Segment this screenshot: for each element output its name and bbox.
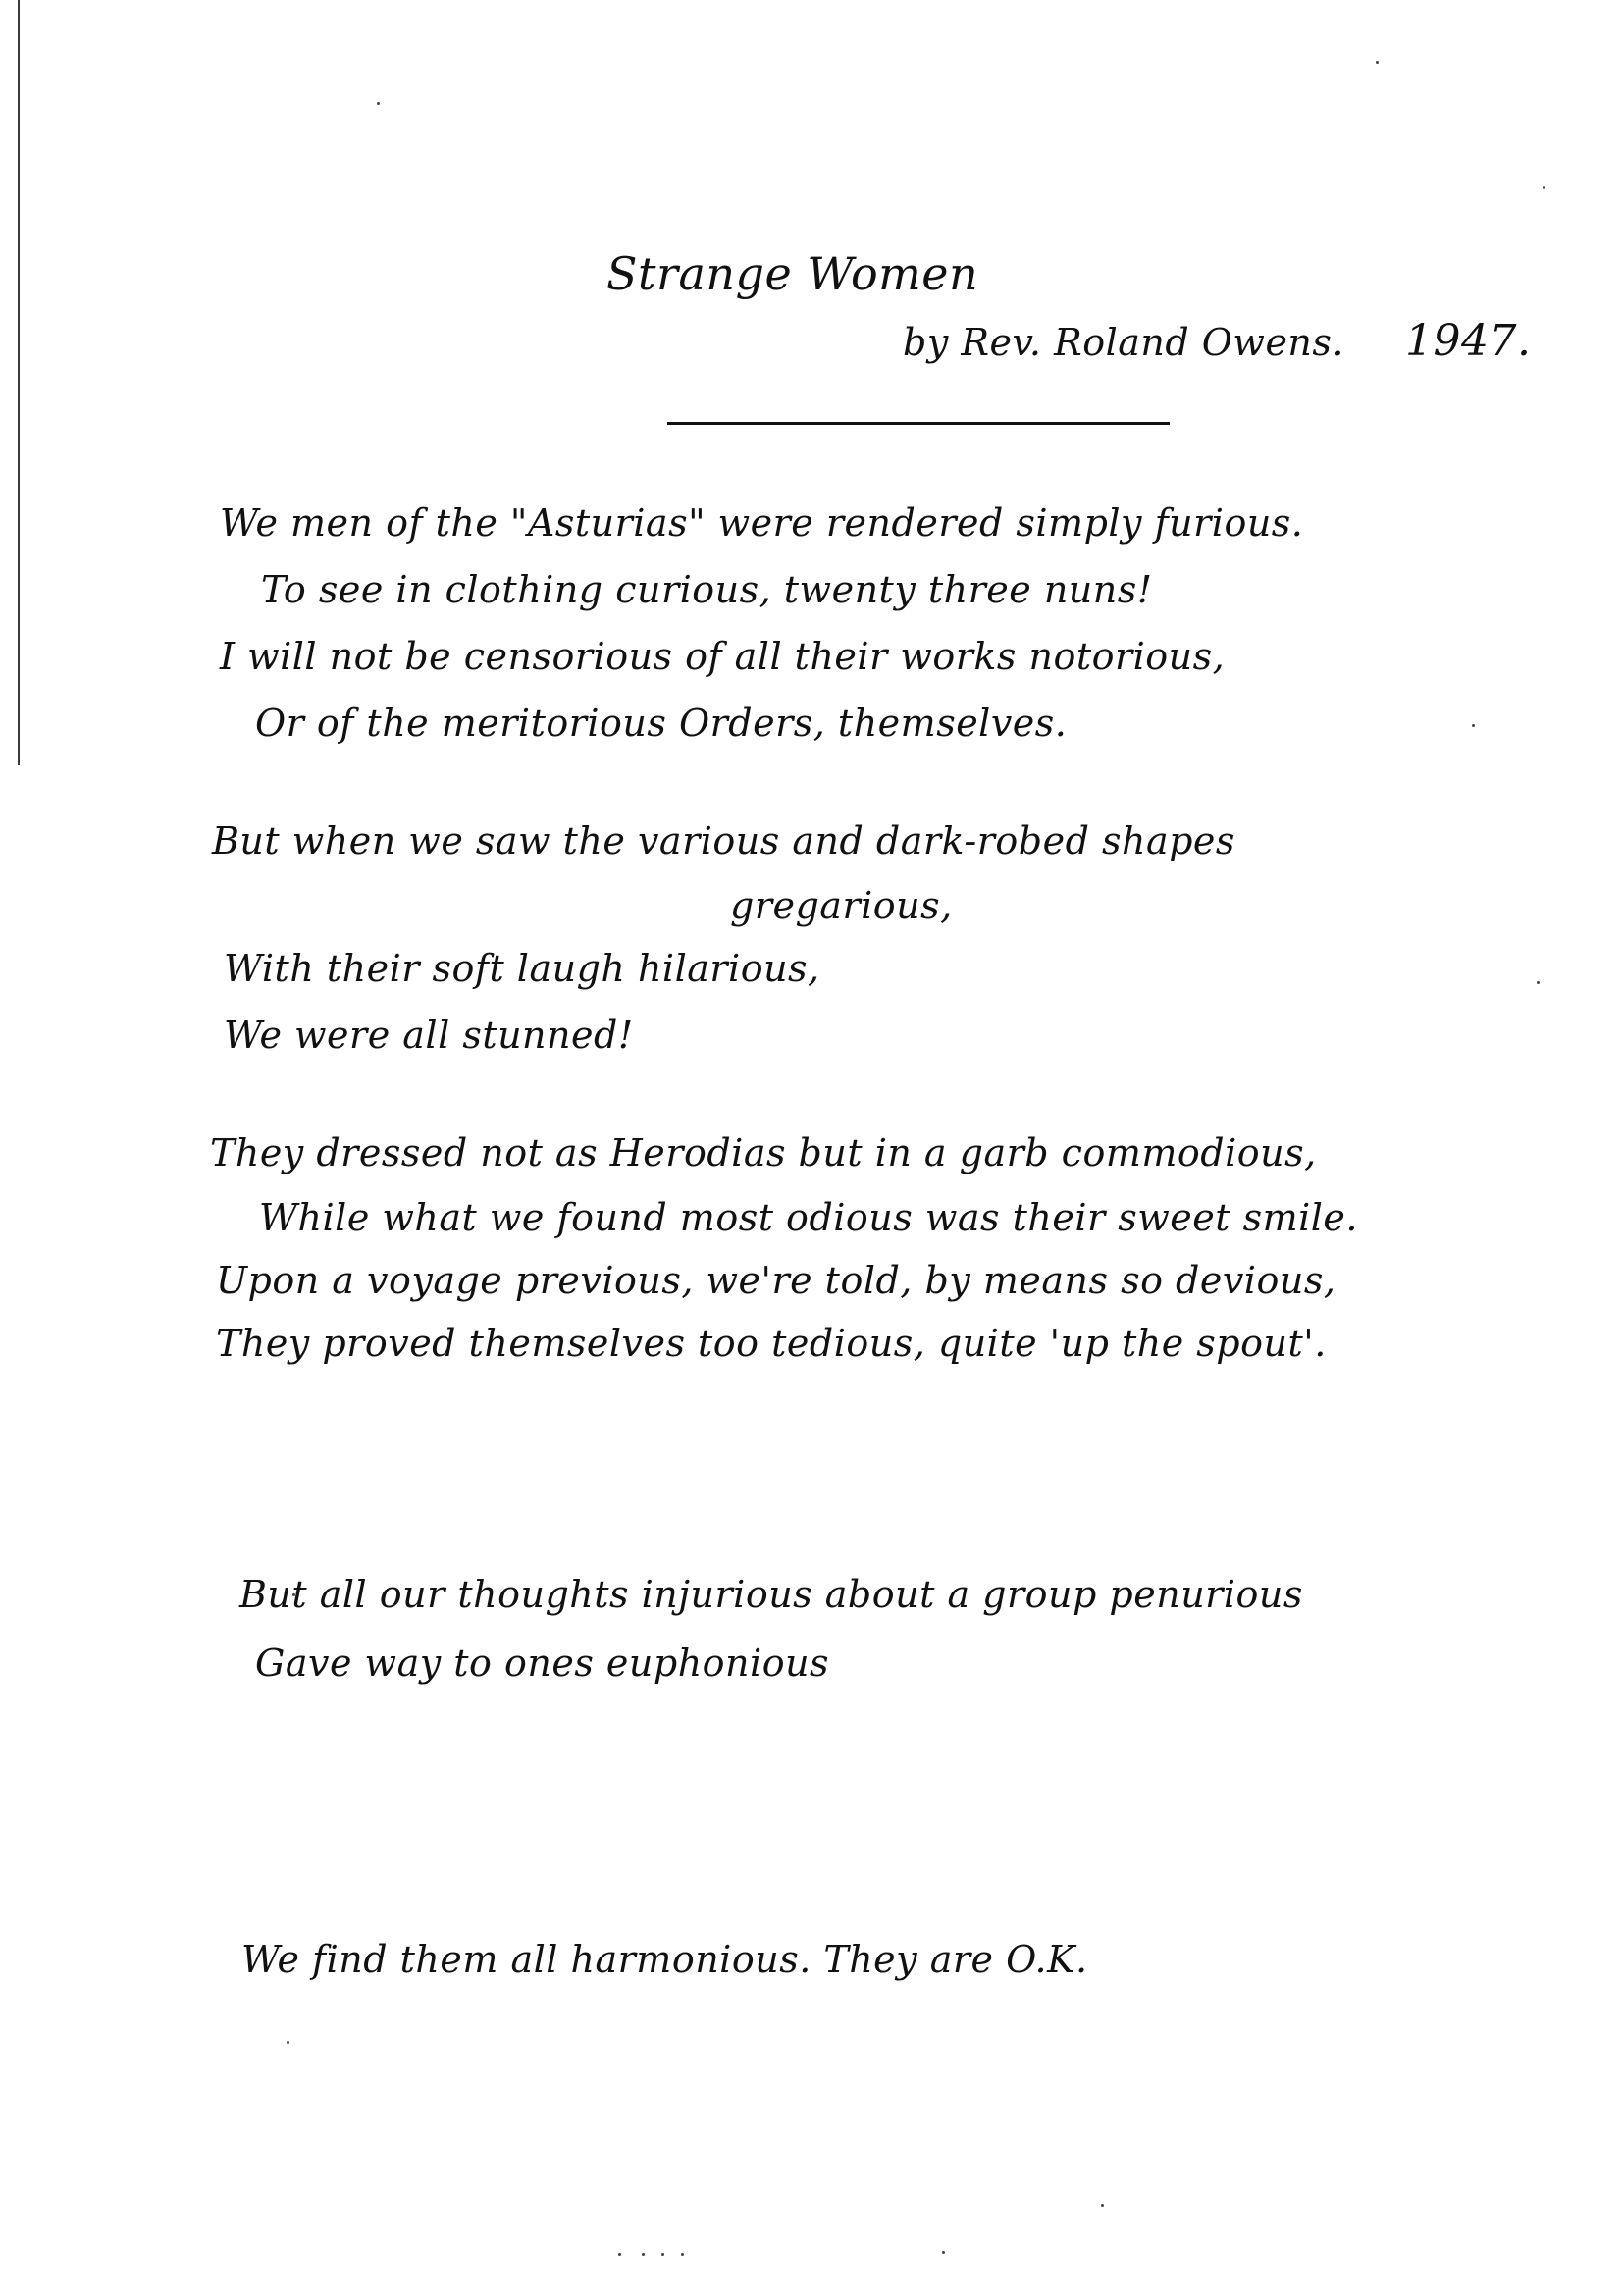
- poem-line: We find them all harmonious. They are O.K.: [241, 1938, 1088, 1981]
- scan-speck: [377, 102, 380, 105]
- scan-speck: [681, 2253, 684, 2256]
- poem-byline: by Rev. Roland Owens.: [903, 321, 1344, 364]
- poem-line: I will not be censorious of all their works notorious,: [220, 635, 1226, 678]
- poem-line: With their soft laugh hilarious,: [224, 947, 820, 990]
- poem-line: Gave way to ones euphonious: [255, 1642, 830, 1685]
- scan-speck: [1537, 981, 1540, 984]
- poem-line: But when we saw the various and dark-robed shapes: [212, 819, 1235, 862]
- scan-speck: [642, 2253, 645, 2256]
- poem-line: Or of the meritorious Orders, themselves.: [255, 702, 1068, 745]
- poem-line: To see in clothing curious, twenty three nuns!: [261, 568, 1153, 611]
- scan-speck: [1543, 186, 1545, 189]
- poem-year: 1947.: [1405, 316, 1532, 366]
- poem-line: gregarious,: [730, 884, 953, 927]
- poem-line: They proved themselves too tedious, quite 'up the spout'.: [216, 1322, 1327, 1365]
- poem-line: We were all stunned!: [224, 1014, 634, 1057]
- poem-line: We men of the "Asturias" were rendered simply furious.: [220, 501, 1304, 545]
- scan-speck: [1472, 724, 1475, 727]
- poem-line: While what we found most odious was their sweet smile.: [259, 1196, 1359, 1239]
- scan-speck: [1101, 2204, 1104, 2207]
- scan-speck: [661, 2253, 664, 2256]
- poem-line: But all our thoughts injurious about a group penurious: [239, 1573, 1303, 1616]
- scan-left-edge: [18, 0, 20, 765]
- poem-line: They dressed not as Herodias but in a garb commodious,: [210, 1131, 1317, 1174]
- scan-speck: [287, 2041, 289, 2044]
- title-underline: [667, 422, 1170, 425]
- scan-speck: [618, 2253, 621, 2256]
- scan-speck: [1376, 61, 1379, 64]
- scan-speck: [942, 2251, 945, 2254]
- poem-title: Strange Women: [606, 247, 979, 300]
- poem-line: Upon a voyage previous, we're told, by means so devious,: [216, 1259, 1336, 1302]
